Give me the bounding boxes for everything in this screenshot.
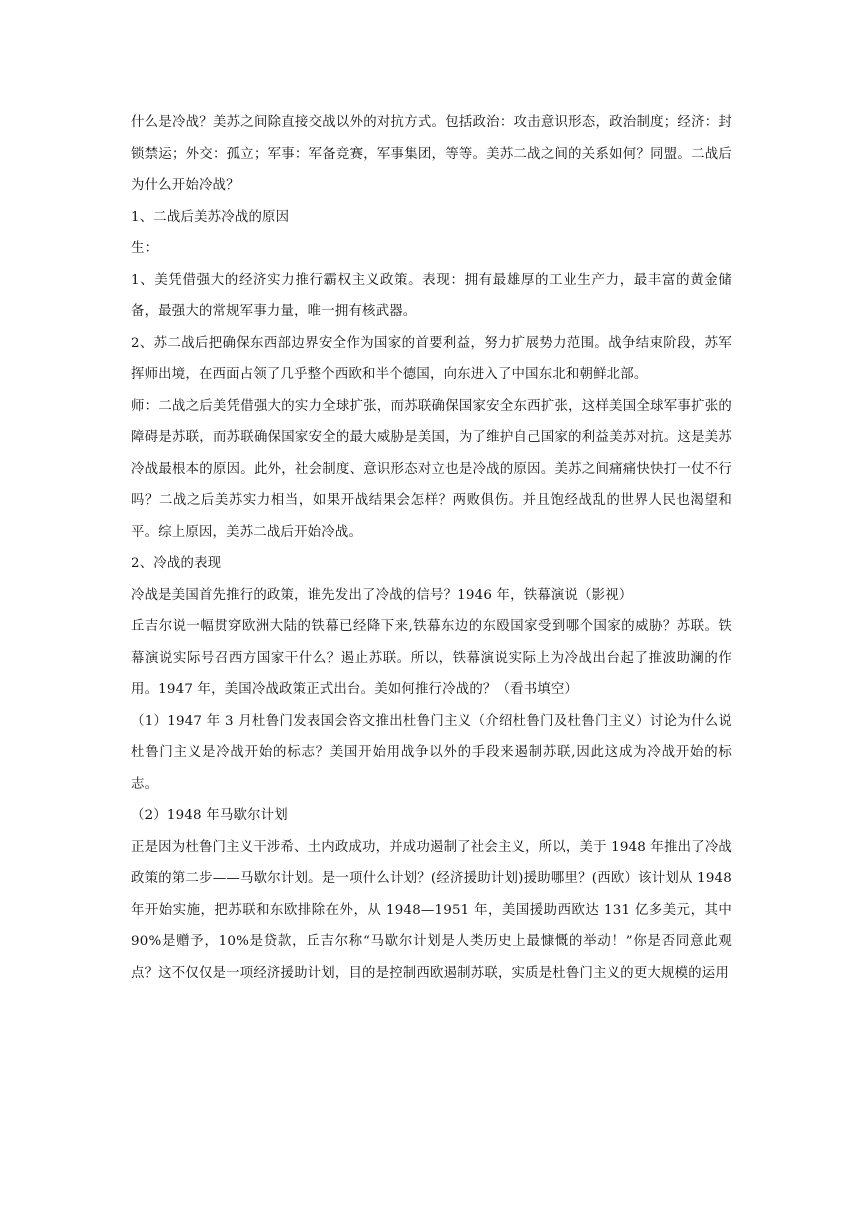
cause-point-2: 2、苏二战后把确保东西部边界安全作为国家的首要利益，努力扩展势力范围。战争结束阶段，苏军挥师出境，在西面占领了几乎整个西欧和半个德国，向东进入了中国东北和朝鲜北部。 (131, 335, 732, 382)
cause-point-1: 1、美凭借强大的经济实力推行霸权主义政策。表现：拥有最雄厚的工业生产力，最丰富的黄金储备，最强大的常规军事力量，唯一拥有核武器。 (131, 272, 732, 319)
churchill-paragraph: 丘吉尔说一幅贯穿欧洲大陆的铁幕已经降下来,铁幕东边的东殴国家受到哪个国家的威胁？苏联。铁幕演说实际号召西方国家干什么？遏止苏联。所以，铁幕演说实际上为冷战出台起了推波助澜的作用。1947 年，美国冷战政策正式出台。美如何推行冷战的？（看书填空） (131, 619, 732, 697)
marshall-plan-paragraph: 正是因为杜鲁门主义干涉希、土内政成功，并成功遏制了社会主义，所以，美于 1948 年推出了冷战政策的第二步——马歇尔计划。是一项什么计划？(经济援助计划)援助哪里？(西欧）该计划从 1948 年开始实施，把苏联和东欧排除在外，从 1948—1951 年，美国援助西欧达 131 亿多美元，其中 90%是赠予，10%是贷款，丘吉尔称“马歇尔计划是人类历史上最慷慨的举动！”你是否同意此观点？这不仅仅是一项经济援助计划，目的是控制西欧遏制苏联，实质是杜鲁门主义的更大规模的运用 (131, 839, 733, 981)
teacher-paragraph: 师：二战之后美凭借强大的实力全球扩张，而苏联确保国家安全东西扩张，这样美国全球军事扩张的障碍是苏联，而苏联确保国家安全的最大威胁是美国，为了维护自己国家的利益美苏对抗。这是美苏冷战最根本的原因。此外，社会制度、意识形态对立也是冷战的原因。美苏之间痛痛快快打一仗不行吗？二战之后美苏实力相当，如果开战结果会怎样？两败俱伤。并且饱经战乱的世界人民也渴望和平。综上原因，美苏二战后开始冷战。 (131, 398, 732, 540)
section-heading-manifestations: 2、冷战的表现 (131, 556, 222, 571)
section-heading-causes: 1、二战后美苏冷战的原因 (131, 209, 290, 225)
intro-paragraph: 什么是冷战？美苏之间除直接交战以外的对抗方式。包括政治：攻击意识形态，政治制度；经济：封锁禁运；外交：孤立；军事：军备竞赛，军事集团，等等。美苏二战之间的关系如何？同盟。二战后为什么开始冷战？ (131, 115, 732, 193)
marshall-plan-heading: （2）1948 年马歇尔计划 (131, 808, 288, 823)
truman-doctrine-paragraph: （1）1947 年 3 月杜鲁门发表国会咨文推出杜鲁门主义（介绍杜鲁门及杜鲁门主义）讨论为什么说杜鲁门主义是冷战开始的标志？美国开始用战争以外的手段来遏制苏联,因此这成为冷战开始的标志。 (131, 713, 732, 792)
student-label: 生： (131, 241, 159, 256)
iron-curtain-question: 冷战是美国首先推行的政策，谁先发出了冷战的信号？1946 年，铁幕演说（影视） (131, 587, 633, 603)
